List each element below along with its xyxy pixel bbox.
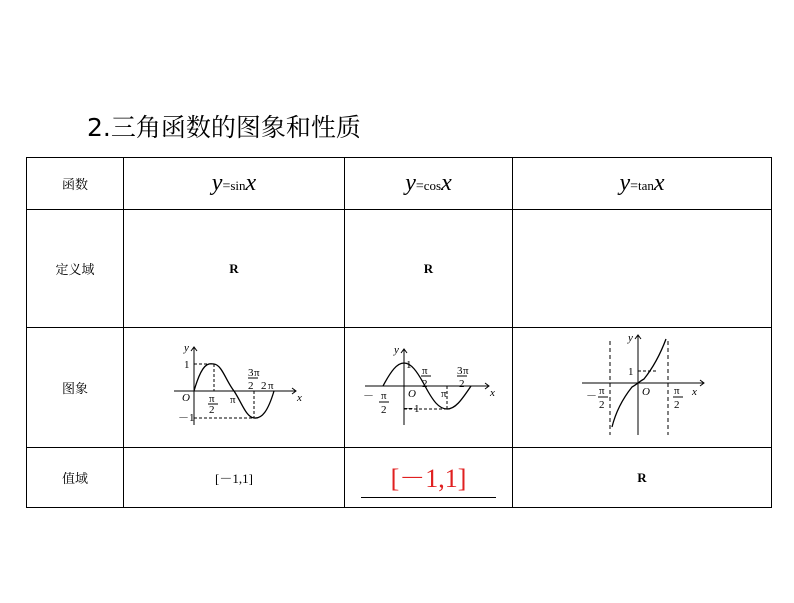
neg-one-label: －1: [402, 402, 419, 415]
one-label: 1: [405, 358, 411, 371]
tan-graph: [572, 331, 712, 441]
cos-graph-cell: [345, 328, 513, 448]
sin-range: [－1,1]: [124, 448, 345, 508]
x-label: x: [489, 386, 495, 399]
svg-text:3: 3: [248, 366, 254, 379]
svg-text:π: π: [440, 387, 447, 400]
header-tan: y=tanx: [513, 158, 772, 210]
svg-text:π: π: [421, 364, 428, 377]
svg-text:－: －: [586, 389, 597, 402]
svg-text:2: 2: [261, 379, 267, 392]
tan-graph-cell: [513, 328, 772, 448]
cos-range-cell: [345, 448, 513, 508]
one-label: 1: [628, 365, 634, 378]
origin-label: O: [642, 385, 650, 398]
cos-range-answer: [－1,1]: [361, 458, 497, 498]
neg-one-label: －1: [178, 411, 195, 424]
svg-text:2: 2: [209, 403, 215, 416]
trig-properties-table: [26, 157, 772, 508]
table-row-function: [27, 158, 772, 210]
row-label-function: 函数: [27, 158, 124, 210]
header-cos: y=cosx: [345, 158, 513, 210]
svg-text:2: 2: [674, 398, 680, 411]
svg-text:π: π: [674, 384, 680, 397]
page-title: 2.三角函数的图象和性质: [87, 113, 361, 142]
svg-text:π: π: [599, 384, 605, 397]
svg-text:π: π: [209, 392, 215, 405]
svg-text:π: π: [462, 364, 469, 377]
svg-text:2: 2: [421, 377, 427, 390]
cos-domain: R: [345, 210, 513, 328]
origin-label: O: [182, 391, 190, 404]
row-label-graph: 图象: [27, 328, 124, 448]
svg-text:－: －: [362, 389, 374, 402]
x-label: x: [297, 391, 302, 404]
row-label-domain: 定义域: [27, 210, 124, 328]
header-sin: y=sinx: [124, 158, 345, 210]
sin-graph: [164, 341, 304, 431]
cos-graph: [359, 341, 499, 431]
table-row-range: [27, 448, 772, 508]
svg-text:π: π: [380, 389, 387, 402]
svg-text:2: 2: [599, 398, 605, 411]
y-label: y: [628, 331, 633, 344]
tan-range: R: [513, 448, 772, 508]
tan-domain: [513, 210, 772, 328]
origin-label: O: [407, 387, 416, 400]
svg-text:π: π: [254, 366, 260, 379]
svg-text:2: 2: [458, 377, 464, 390]
x-label: x: [692, 385, 697, 398]
y-label: y: [393, 343, 399, 356]
svg-text:2: 2: [248, 379, 254, 392]
table-row-graph: [27, 328, 772, 448]
svg-text:2: 2: [380, 403, 386, 416]
table-row-domain: [27, 210, 772, 328]
y-label: y: [184, 341, 189, 354]
sin-domain: R: [124, 210, 345, 328]
row-label-range: 值域: [27, 448, 124, 508]
sin-graph-cell: [124, 328, 345, 448]
svg-text:3: 3: [456, 364, 462, 377]
svg-text:π: π: [268, 379, 274, 392]
svg-text:π: π: [230, 393, 236, 406]
one-label: 1: [184, 358, 190, 371]
